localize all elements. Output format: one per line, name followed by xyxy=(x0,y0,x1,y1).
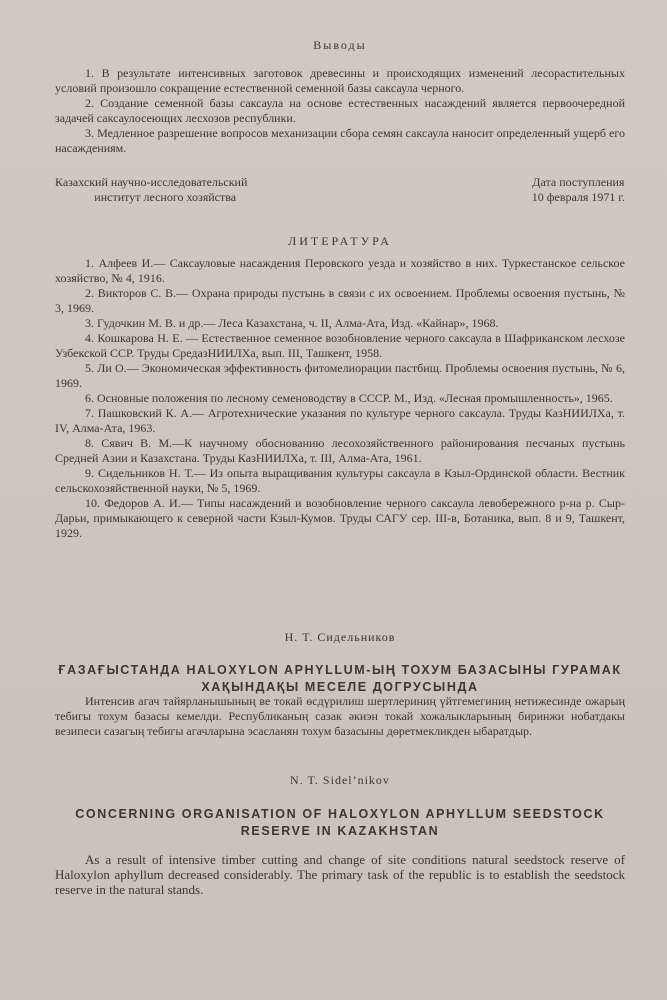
received-date: Дата поступления 10 февраля 1971 г. xyxy=(531,175,625,204)
kazakh-title: ҒАЗАҒЫСТАНДА HALOXYLON APHYLLUM-ЫҢ ТОХУМ БАЗАСЫНЫ ГУРАМАК ХАҚЫНДАҚЫ МЕСЕЛЕ ДОГРУСЫНДА xyxy=(58,663,622,694)
reference-item: 3. Гудочкин М. В. и др.— Леса Казахстана, ч. II, Алма-Ата, Изд. «Кайнар», 1968. xyxy=(85,316,499,330)
reference-item: 4. Кошкарова Н. Е. — Естественное семенное возобновление черного саксаула в Шафриканском лесхозе Узбекской ССР. Труды СредазНИИЛХа, вып. III, Ташкент, 1958. xyxy=(55,331,625,360)
reference-item: 9. Сидельников Н. Т.— Из опыта выращивания культуры саксаула в Кзыл-Ординской области. Вестник сельскохозяйственной науки, № 5, 1969. xyxy=(55,466,625,495)
english-author: N. T. Sidel’nikov xyxy=(290,773,390,787)
conclusion-item: 3. Медленное разрешение вопросов механизации сбора семян саксаула наносит определенный ущерб его насаждениям. xyxy=(55,126,625,155)
kazakh-abstract: Интенсив агач тайярланышының ве токай ѳсдүрилиш шертлериниң үйтгемегиниң нетижесинде ожарың тебигы тохум базасы кемелди. Республиканың сазак әкиэн токай хожалыкларының биринжи нобатдакы везипеси сазагың тебигы агачларына эсасланян тохум базасыны дөретмекликден ыбаратдыр. xyxy=(55,694,625,738)
reference-item: 7. Пашковский К. А.— Агротехнические указания по культуре черного саксаула. Труды КазНИИЛХа, т. IV, Алма-Ата, 1963. xyxy=(55,406,625,435)
reference-item: 6. Основные положения по лесному семеноводству в СССР. М., Изд. «Лесная промышленность», 1965. xyxy=(85,391,613,405)
conclusions-heading: Выводы xyxy=(313,38,367,52)
references-list xyxy=(55,256,625,541)
reference-item: 5. Ли О.— Экономическая эффективность фитомелиорации пастбищ. Проблемы освоения пустынь, № 6, 1969. xyxy=(55,361,625,390)
english-title: CONCERNING ORGANISATION OF HALOXYLON APHYLLUM SEEDSTOCK RESERVE IN KAZAKHSTAN xyxy=(75,807,605,838)
reference-item: 2. Викторов С. В.— Охрана природы пустынь в связи с их освоением. Проблемы освоения пустынь, № 3, 1969. xyxy=(55,286,625,315)
institute-name: Казахский научно-исследовательский институт лесного хозяйства xyxy=(55,175,248,204)
literature-heading: ЛИТЕРАТУРА xyxy=(288,234,392,248)
reference-item: 10. Федоров А. И.— Типы насаждений и возобновление черного саксаула левобережного р-на р. Сыр-Дарьи, примыкающего к северной части Кзыл-Кумов. Труды САГУ сер. III-в, Ботаника, вып. 8 и 9, Ташкент, 1929. xyxy=(55,496,625,540)
affiliation-block xyxy=(55,175,625,205)
conclusion-item: 1. В результате интенсивных заготовок древесины и происходящих изменений лесорастительных условий произошло сокращение естественной семенной базы саксаула черного. xyxy=(55,66,625,95)
kazakh-author: Н. Т. Сидельников xyxy=(284,630,396,644)
reference-item: 8. Сявич В. М.—К научному обоснованию лесохозяйственного районирования песчаных пустынь Средней Азии и Казахстана. Труды КазНИИЛХа, т. III, Алма-Ата, 1961. xyxy=(55,436,625,465)
conclusion-item: 2. Создание семенной базы саксаула на основе естественных насаждений является первоочередной задачей саксаулосеющих лесхозов республики. xyxy=(55,96,625,125)
reference-item: 1. Алфеев И.— Саксауловые насаждения Перовского уезда и хозяйство в них. Туркестанское сельское хозяйство, № 4, 1916. xyxy=(55,256,625,285)
conclusions-list xyxy=(55,66,625,156)
english-abstract: As a result of intensive timber cutting and change of site conditions natural seedstock reserve of Haloxylon aphyllum decreased considerably. The primary task of the republic is to establish the seedstock reserve in the natural stands. xyxy=(55,852,625,897)
